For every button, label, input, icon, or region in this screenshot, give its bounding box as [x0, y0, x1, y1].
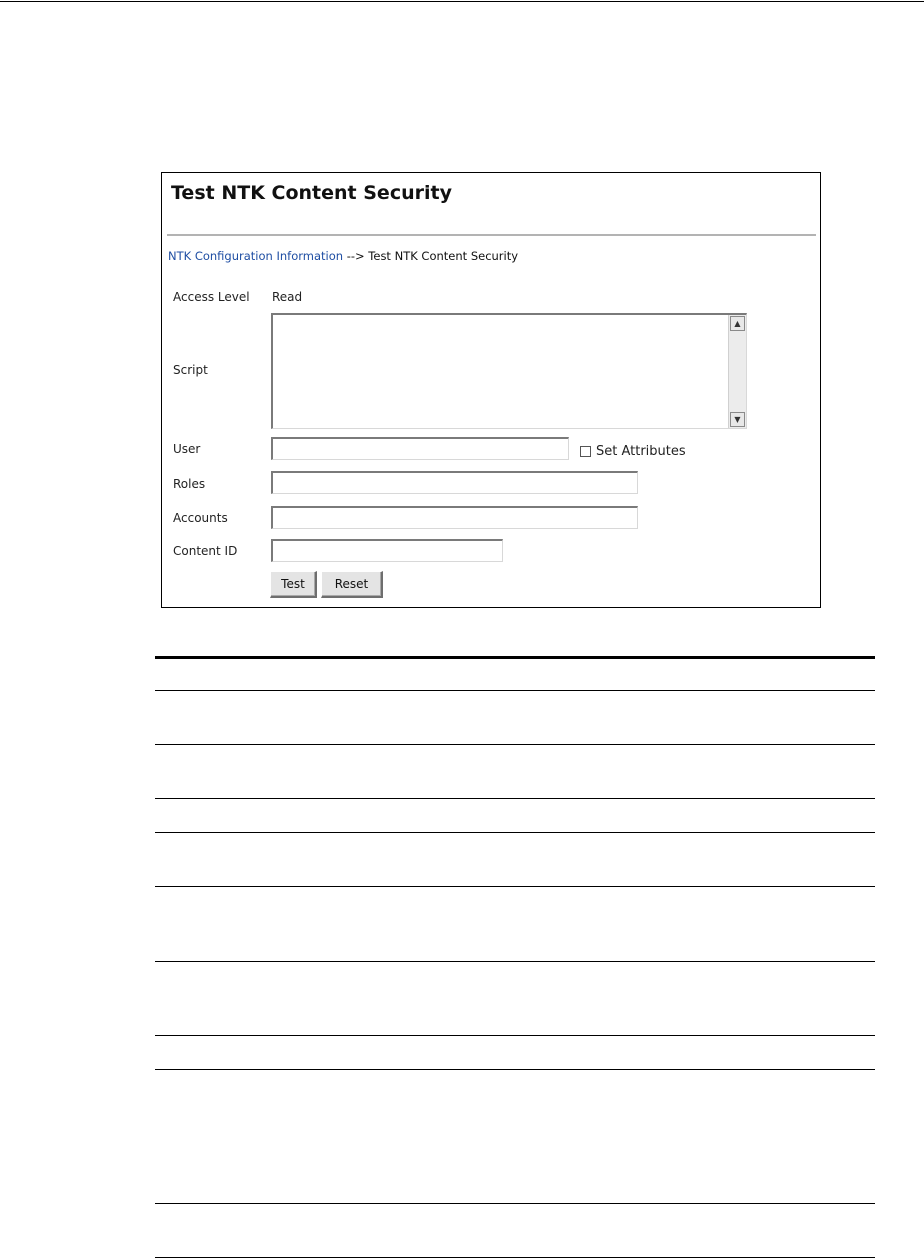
table-row-divider — [155, 690, 875, 691]
set-attributes-checkbox-group[interactable] — [580, 444, 686, 459]
test-button[interactable]: Test — [270, 571, 317, 598]
accounts-input[interactable] — [271, 506, 638, 529]
set-attributes-label: Set Attributes — [596, 444, 686, 459]
table-row-divider — [155, 1069, 875, 1070]
script-scrollbar[interactable] — [728, 315, 746, 428]
breadcrumb-link-ntk-configuration[interactable]: NTK Configuration Information — [168, 249, 344, 263]
table-row-divider — [155, 1203, 875, 1204]
page-top-rule — [0, 1, 924, 2]
user-label: User — [173, 442, 201, 456]
title-divider — [167, 234, 816, 236]
roles-input[interactable] — [271, 471, 638, 494]
table-row-divider — [155, 961, 875, 962]
table-row-divider — [155, 1035, 875, 1036]
breadcrumb-separator: --> — [346, 249, 365, 263]
reset-button[interactable]: Reset — [321, 571, 383, 598]
access-level-label: Access Level — [173, 290, 250, 304]
access-level-value: Read — [272, 290, 303, 304]
table-row-divider — [155, 832, 875, 833]
scroll-up-arrow-icon[interactable]: ▲ — [730, 316, 745, 331]
script-textarea[interactable] — [273, 315, 727, 428]
test-ntk-content-security-panel — [161, 172, 821, 608]
set-attributes-checkbox[interactable] — [580, 446, 591, 457]
table-row-divider — [155, 744, 875, 745]
content-id-input[interactable] — [271, 539, 503, 562]
accounts-label: Accounts — [173, 511, 228, 525]
script-label: Script — [173, 363, 208, 377]
breadcrumb-current: Test NTK Content Security — [368, 249, 519, 263]
page-title: Test NTK Content Security — [171, 182, 452, 204]
table-row-divider — [155, 886, 875, 887]
content-id-label: Content ID — [173, 544, 238, 558]
table-top-rule — [155, 656, 875, 659]
roles-label: Roles — [173, 477, 206, 491]
breadcrumb — [168, 249, 518, 263]
table-row-divider — [155, 798, 875, 799]
user-input[interactable] — [271, 437, 569, 460]
scroll-down-arrow-icon[interactable]: ▼ — [730, 412, 745, 427]
script-textarea-frame — [271, 313, 747, 429]
